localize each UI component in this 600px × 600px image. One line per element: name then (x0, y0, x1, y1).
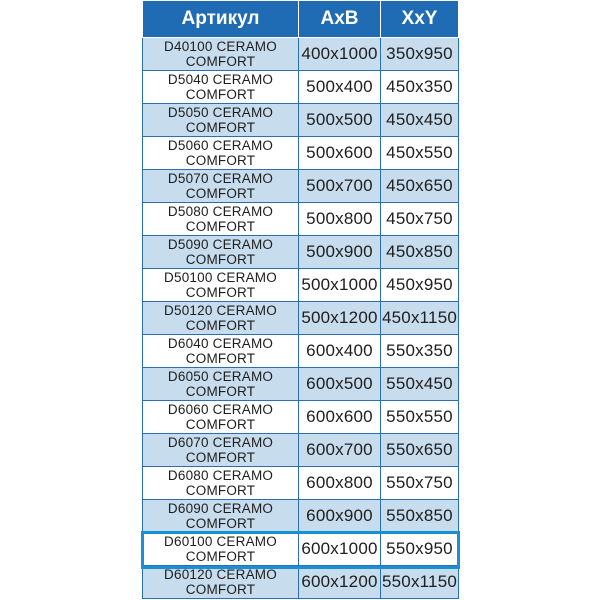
article-cell (143, 104, 299, 137)
article-cell (143, 302, 299, 335)
axb-cell: 500x1000 (299, 269, 381, 302)
article-cell (143, 533, 299, 566)
table-row (143, 170, 459, 203)
axb-cell: 600x1000 (299, 533, 381, 566)
xxy-cell: 350x950 (381, 38, 459, 71)
article-series: COMFORT (185, 549, 256, 564)
header-axb: AxB (299, 1, 381, 38)
article-code: D6040 CERAMO (167, 336, 274, 351)
article-series: COMFORT (185, 417, 256, 432)
xxy-cell: 550x350 (381, 335, 459, 368)
axb-cell: 600x700 (299, 434, 381, 467)
axb-cell: 400x1000 (299, 38, 381, 71)
article-code: D5040 CERAMO (167, 72, 274, 87)
article-code: D50100 CERAMO (164, 270, 277, 285)
article-cell (143, 500, 299, 533)
table-row (143, 302, 459, 335)
article-code: D6070 CERAMO (167, 435, 274, 450)
xxy-cell: 550x950 (381, 533, 459, 566)
article-series: COMFORT (185, 483, 256, 498)
xxy-cell: 450x550 (381, 137, 459, 170)
table-row (143, 566, 459, 599)
article-code: D6050 CERAMO (167, 369, 274, 384)
dimensions-table (142, 0, 459, 599)
article-cell (143, 71, 299, 104)
axb-cell: 600x500 (299, 368, 381, 401)
article-cell (143, 137, 299, 170)
axb-cell: 600x600 (299, 401, 381, 434)
article-series: COMFORT (185, 285, 256, 300)
table-row (143, 335, 459, 368)
axb-cell: 500x700 (299, 170, 381, 203)
article-cell (143, 566, 299, 599)
article-code: D6080 CERAMO (167, 468, 274, 483)
table-row (143, 203, 459, 236)
article-code: D60120 CERAMO (164, 567, 277, 582)
table-row (143, 500, 459, 533)
xxy-cell: 450x450 (381, 104, 459, 137)
article-series: COMFORT (185, 516, 256, 531)
table-row (143, 533, 459, 566)
xxy-cell: 550x1150 (381, 566, 459, 599)
xxy-cell: 450x650 (381, 170, 459, 203)
article-cell (143, 269, 299, 302)
xxy-cell: 550x650 (381, 434, 459, 467)
article-series: COMFORT (185, 153, 256, 168)
table-row (143, 467, 459, 500)
table-row (143, 236, 459, 269)
table-header-row (143, 1, 459, 38)
xxy-cell: 450x850 (381, 236, 459, 269)
table-row (143, 269, 459, 302)
axb-cell: 600x800 (299, 467, 381, 500)
article-series: COMFORT (185, 120, 256, 135)
article-code: D5090 CERAMO (167, 237, 274, 252)
article-code: D6090 CERAMO (167, 501, 274, 516)
article-series: COMFORT (185, 186, 256, 201)
xxy-cell: 550x750 (381, 467, 459, 500)
article-cell (143, 434, 299, 467)
header-article: Артикул (143, 1, 299, 38)
article-code: D6060 CERAMO (167, 402, 274, 417)
article-series: COMFORT (185, 87, 256, 102)
article-code: D5060 CERAMO (167, 138, 274, 153)
article-series: COMFORT (185, 318, 256, 333)
xxy-cell: 450x950 (381, 269, 459, 302)
article-series: COMFORT (185, 54, 256, 69)
article-code: D50120 CERAMO (164, 303, 277, 318)
article-cell (143, 335, 299, 368)
header-xxy: XxY (381, 1, 459, 38)
article-cell (143, 38, 299, 71)
article-series: COMFORT (185, 582, 256, 597)
table-row (143, 71, 459, 104)
article-cell (143, 203, 299, 236)
axb-cell: 500x900 (299, 236, 381, 269)
axb-cell: 500x400 (299, 71, 381, 104)
article-code: D40100 CERAMO (164, 39, 277, 54)
article-code: D60100 CERAMO (164, 534, 277, 549)
dimensions-table-container (142, 0, 458, 599)
table-row (143, 434, 459, 467)
article-series: COMFORT (185, 219, 256, 234)
article-code: D5080 CERAMO (167, 204, 274, 219)
table-row (143, 104, 459, 137)
article-series: COMFORT (185, 384, 256, 399)
axb-cell: 500x500 (299, 104, 381, 137)
xxy-cell: 450x750 (381, 203, 459, 236)
table-row (143, 368, 459, 401)
axb-cell: 600x1200 (299, 566, 381, 599)
axb-cell: 500x800 (299, 203, 381, 236)
article-code: D5070 CERAMO (167, 171, 274, 186)
xxy-cell: 550x550 (381, 401, 459, 434)
xxy-cell: 450x350 (381, 71, 459, 104)
article-cell (143, 368, 299, 401)
axb-cell: 500x1200 (299, 302, 381, 335)
xxy-cell: 550x450 (381, 368, 459, 401)
article-series: COMFORT (185, 351, 256, 366)
article-cell (143, 236, 299, 269)
table-row (143, 137, 459, 170)
article-cell (143, 170, 299, 203)
xxy-cell: 550x850 (381, 500, 459, 533)
article-cell (143, 401, 299, 434)
axb-cell: 600x900 (299, 500, 381, 533)
table-row (143, 38, 459, 71)
article-series: COMFORT (185, 252, 256, 267)
article-cell (143, 467, 299, 500)
table-row (143, 401, 459, 434)
article-series: COMFORT (185, 450, 256, 465)
xxy-cell: 450x1150 (381, 302, 459, 335)
axb-cell: 500x600 (299, 137, 381, 170)
axb-cell: 600x400 (299, 335, 381, 368)
article-code: D5050 CERAMO (167, 105, 274, 120)
